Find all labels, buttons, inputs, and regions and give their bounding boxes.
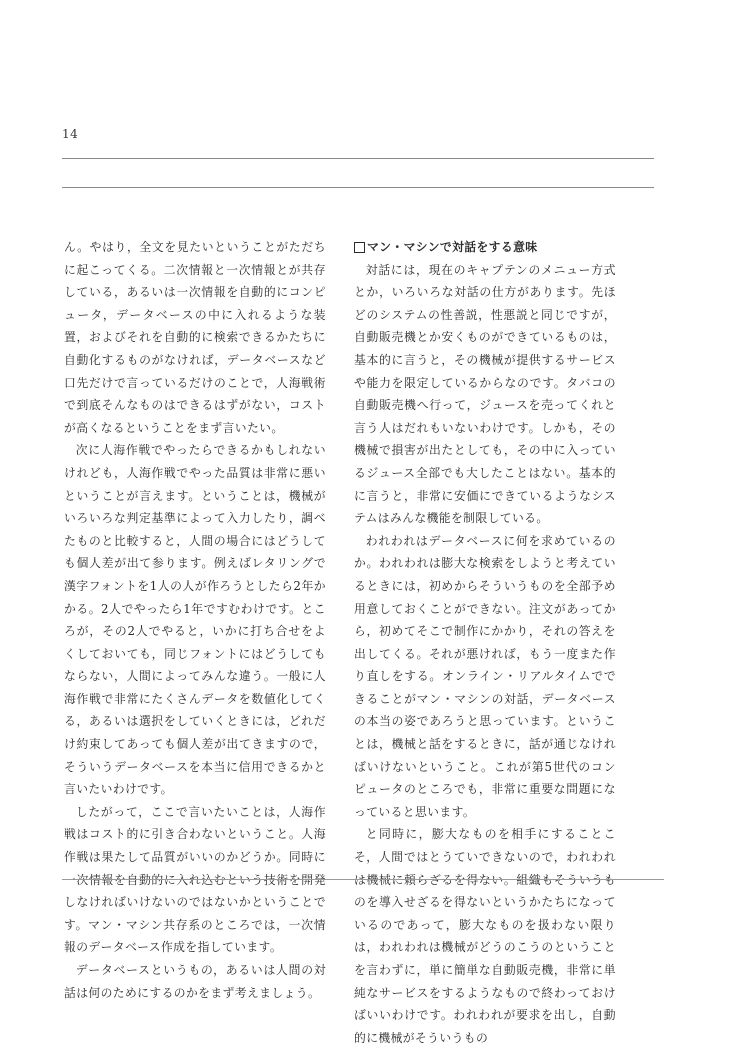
paragraph: 対話には，現在のキャプテンのメニュー方式とか，いろいろな対話の仕方があります。先ほどのシステムの性善説，性悪説と同じですが，自動販売機とか安くものができているものは，基本的に言うと，その機械が提供するサービスや能力を限定しているからなのです。タバコの自動販売機へ行って，ジュースを売ってくれと言う人はだれもいないわけです。しかも，その機械で損害が出たとしても，その中に入っているジュース全部でも大したことはない。基本的に言うと，非常に安価にできているようなシステムはみんな機能を制限している。 xyxy=(354,262,616,526)
header-rule-top xyxy=(62,158,654,159)
header-rule-bottom xyxy=(62,187,654,188)
footer-rule xyxy=(62,879,664,880)
paragraph: 次に人海作戦でやったらできるかもしれないけれども，人海作戦でやった品質は非常に悪いということが言えます。ということは，機械がいろいろな判定基準によって入力したり，調べたものと比較すると，人間の場合にはどうしても個人差が出て参ります。例えばレタリングで漢字フォントを1人の人が作ろうとしたら2年かかる。2人でやったら1年ですむわけです。ところが，その2人でやると，いかに打ち合せをよくしておいても，同じフォントにはどうしてもならない，人間によってみんな違う。一般に人海作戦で非常にたくさんデータを数値化してくる，あるいは選択をしていくときには，どれだけ約束してあっても個人差が出てきますので，そういうデータベースを本当に信用できるかと言いたいわけです。 xyxy=(64,443,326,797)
paragraph: データベースというもの，あるいは人間の対話は何のためにするのかをまず考えましょう。 xyxy=(64,963,326,1000)
paragraph: と同時に，膨大なものを相手にすることこそ，人間ではとうていできないので，われわれは機械に頼らざるを得ない。組織もそういうものを導入せざるを得ないというかたちになっているのであって，膨大なものを扱わない限りは，われわれは機械がどうのこうのということを言わずに，単に簡単な自動販売機，非常に単純なサービスをするようなもので終わっておけばいいわけです。われわれが要求を出し，自動的に機械がそういうもの xyxy=(354,827,616,1045)
paragraph: われわれはデータベースに何を求めているのか。われわれは膨大な検索をしようと考えているときには，初めからそういうものを全部予め用意しておくことができない。注文があってから，初めてそこで制作にかかり，それの答えを出してくる。それが悪ければ，もう一度また作り直しをする。オンライン・リアルタイムでできることがマン・マシンの対話，データベースの本当の姿であろうと思っています。ということは，機械と話をするときに，話が通じなければいけないということ。これが第5世代のコンピュータのところでも，非常に重要な問題になっていると思います。 xyxy=(354,533,616,819)
section-heading-text: マン・マシンで対話をする意味 xyxy=(367,240,538,254)
section-heading xyxy=(354,236,616,259)
left-text-column xyxy=(64,236,326,1004)
page-number: 14 xyxy=(62,127,79,141)
paragraph: したがって，ここで言いたいことは，人海作戦はコスト的に引き合わないということ。人海作戦は果たして品質がいいのかどうか。同時に一次情報を自動的に入れ込むという技術を開発しなければいけないのではないかということです。マン・マシン共存系のところでは，一次情報のデータベース作成を指しています。 xyxy=(64,804,326,955)
right-text-column xyxy=(354,236,616,1049)
square-icon xyxy=(354,242,365,253)
paragraph: ん。やはり，全文を見たいということがただちに起こってくる。二次情報と一次情報とが共存している，あるいは一次情報を自動的にコンピュータ，データベースの中に入れるような装置，およびそれを自動的に検索できるかたちに自動化するものがなければ，データベースなど口先だけで言っているだけのことで，人海戦術で到底そんなものはできるはずがない，コストが高くなるということをまず言いたい。 xyxy=(64,240,326,435)
